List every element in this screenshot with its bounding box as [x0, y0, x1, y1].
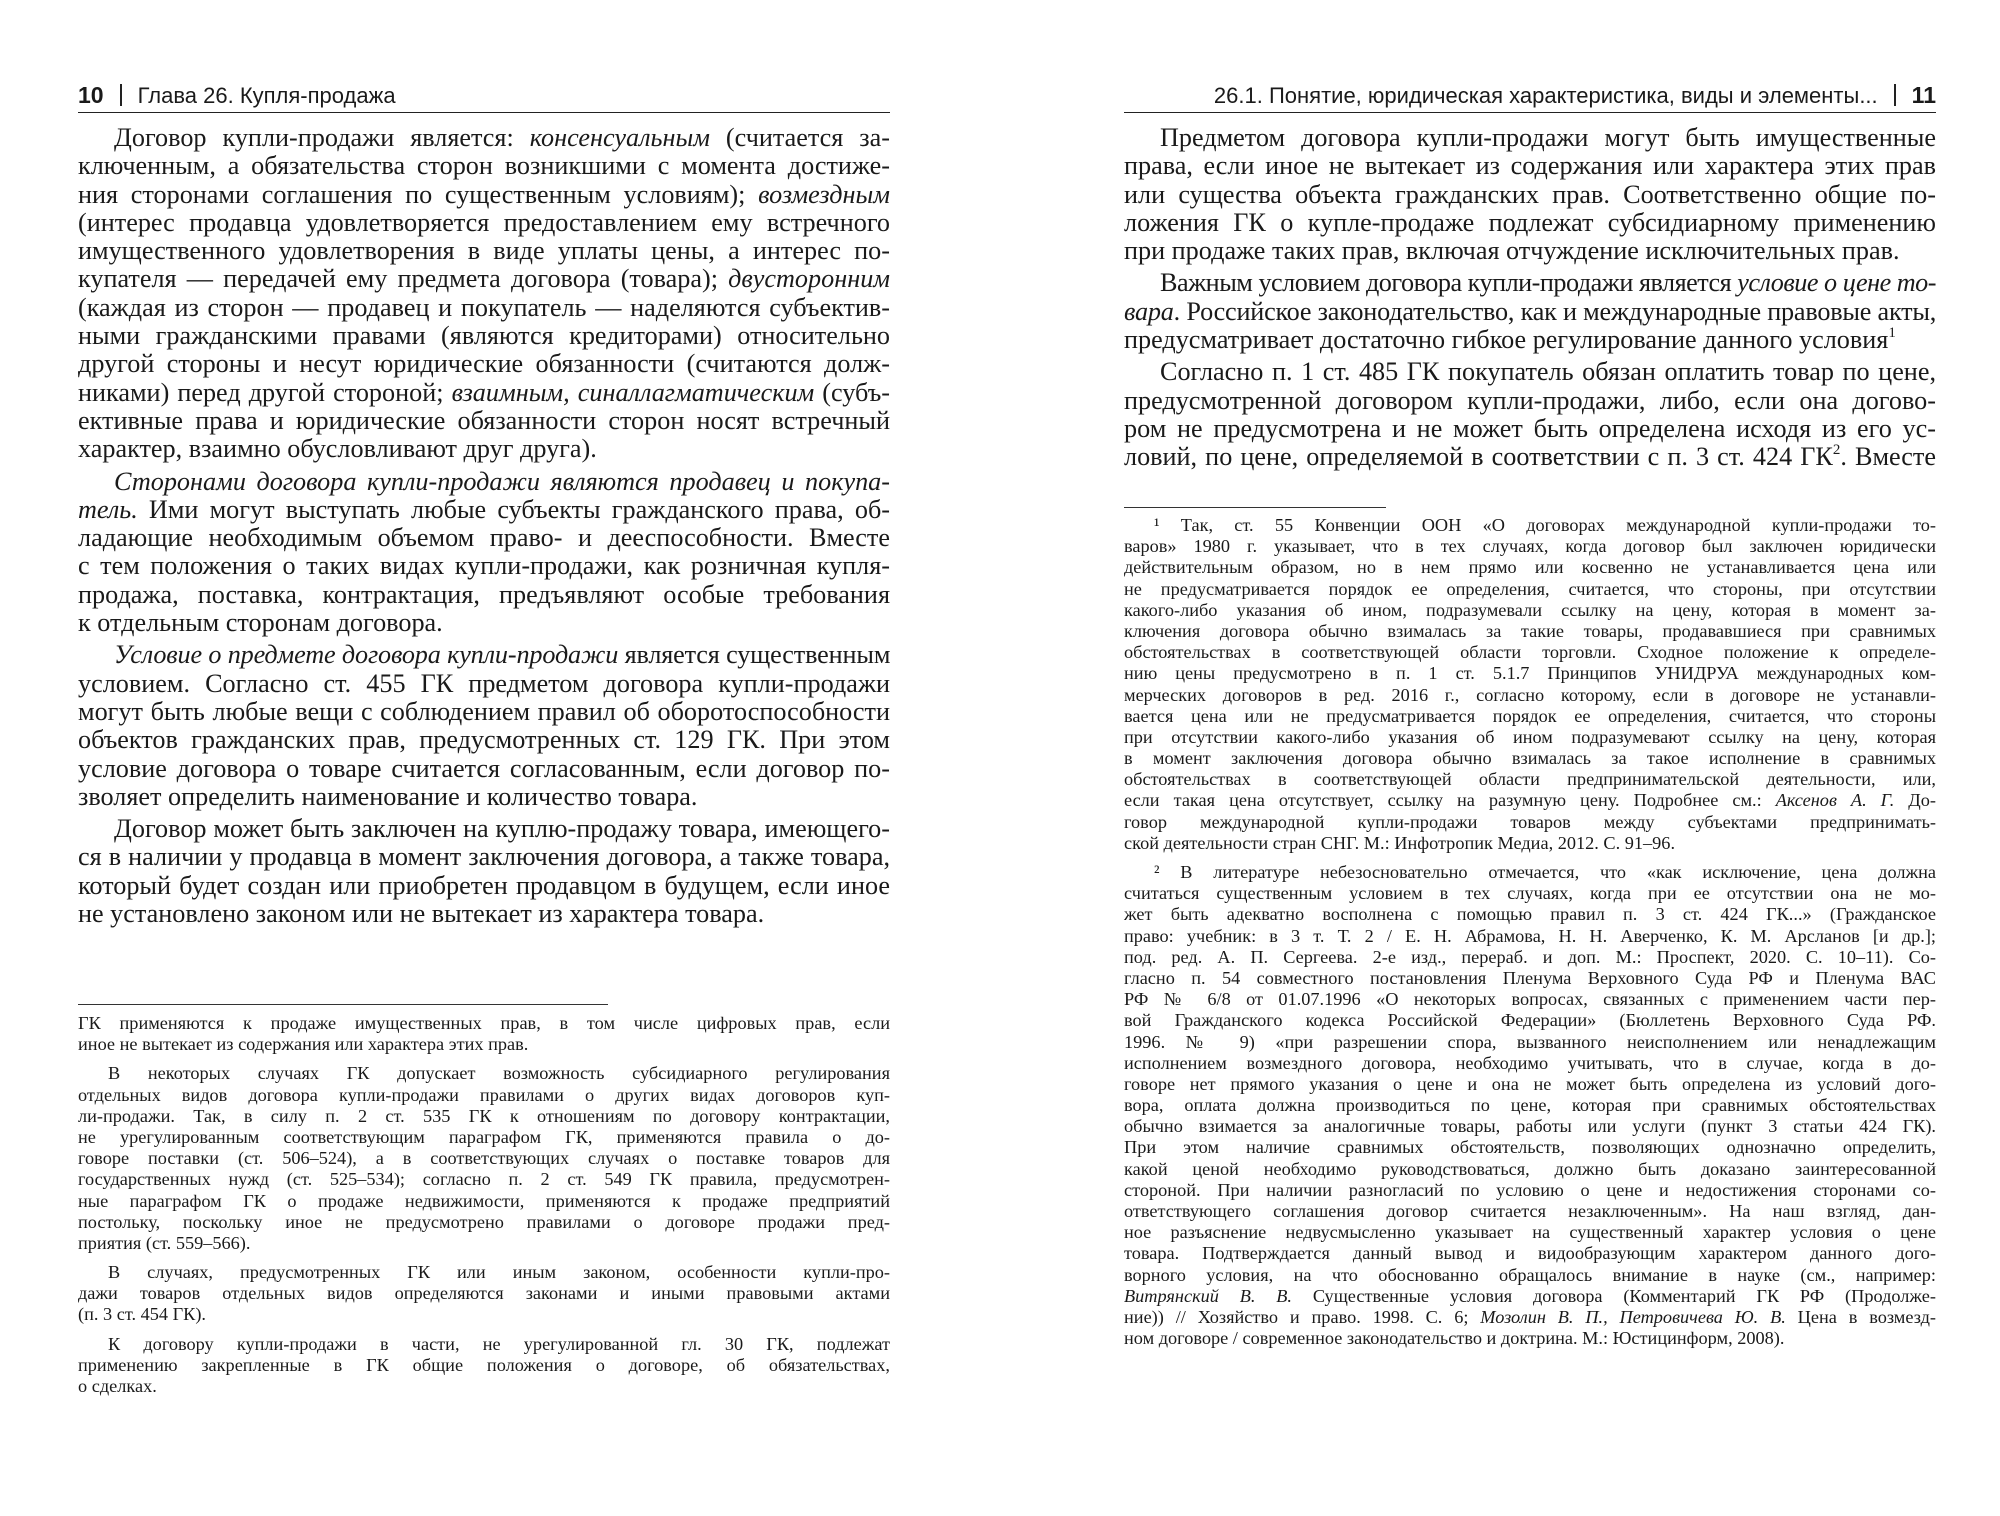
- text-segment: не установлено законом или не вытекает из характера товара.: [78, 899, 765, 929]
- text-line: ные параграфом ГК о продаже недвижимости, применяются к продаже предприятий: [78, 1190, 890, 1211]
- text-line: [1124, 862, 1936, 883]
- text-line: [1124, 1243, 1936, 1264]
- footnote-marker: 1: [1888, 325, 1896, 342]
- text-segment: жет быть адекватно восполнена с помощью правил п. 3 ст. 424 ГК...» (Гражданское: [1124, 904, 1936, 925]
- text-line: [1124, 642, 1936, 663]
- text-line: [1124, 1074, 1936, 1095]
- text-segment: 1996. № 9) «при разрешении спора, вызванного неисполнением или ненадлежащим: [1124, 1031, 1936, 1052]
- text-line: [1124, 237, 1936, 265]
- text-line: [78, 581, 890, 609]
- text-line: [1124, 1095, 1936, 1116]
- section-title: 26.1. Понятие, юридическая характеристика, виды и элементы...: [1213, 83, 1878, 108]
- text-segment: стороной. При наличии разногласий по условию о цене и недостижения сторонами со-: [1124, 1179, 1936, 1200]
- italic-text-segment: условие о цене то-: [1737, 268, 1936, 298]
- text-segment: условием. Согласно ст. 455 ГК предметом договора купли-продажи: [78, 668, 890, 698]
- text-line: [78, 524, 890, 552]
- italic-text-segment: консенсуальным: [529, 123, 710, 152]
- text-segment: действительным образом, но в нем прямо или косвенно не устанавливается цена или: [1124, 557, 1936, 578]
- text-line: [78, 670, 890, 698]
- text-segment: вора, оплата должна производиться по цене, которая при сравнимых обстоятельствах: [1124, 1095, 1936, 1116]
- text-line: [78, 609, 890, 637]
- text-line: [1124, 727, 1936, 748]
- text-segment: варов» 1980 г. указывает, что в тех случаях, когда договор был заключен юридически: [1124, 536, 1936, 557]
- italic-text-segment: Сторонами договора купли-продажи являются продавец и покупа-: [114, 466, 890, 496]
- text-line: [78, 407, 890, 435]
- text-segment: Ими могут выступать любые субъекты гражданского права, об-: [137, 494, 890, 524]
- text-line: [78, 900, 890, 928]
- text-line: [1124, 904, 1936, 925]
- paragraph-gap: [1124, 854, 1936, 862]
- text-segment: (интерес продавца удовлетворяется предоставлением ему встречного: [78, 207, 890, 237]
- text-line: [1124, 1137, 1936, 1158]
- text-line: [78, 755, 890, 783]
- text-segment: При этом наличие сравнимых обстоятельств, позволяющих однозначно определить,: [1124, 1137, 1936, 1158]
- italic-text-segment: Мозолин В. П., Петровичева Ю. В.: [1480, 1306, 1786, 1327]
- text-segment: характер, взаимно обусловливают друг друга).: [78, 434, 597, 464]
- text-line: [78, 726, 890, 754]
- text-segment: (считается за-: [709, 123, 890, 152]
- italic-text-segment: Витрянский В. В.: [1124, 1285, 1293, 1306]
- text-segment: обстоятельствах в соответствующей области торговли. Сходное положение к определе-: [1124, 642, 1936, 663]
- text-line: [78, 872, 890, 900]
- text-segment: если такая цена отсутствует, ссылку на разумную цену. Подробнее см.:: [1124, 790, 1776, 811]
- text-segment: исполнением возмездного договора, необходимо учитывать, что в случае, когда в до-: [1124, 1052, 1936, 1073]
- text-segment: ное разъяснение недвусмысленно указывает на существенный характер условия о цене: [1124, 1222, 1936, 1243]
- text-line: [1124, 443, 1936, 471]
- text-segment: (каждая из сторон — продавец и покупатель — наделяются субъектив-: [78, 292, 890, 322]
- text-segment: с тем положения о таких видах купли-продажи, как розничная купля-: [78, 551, 890, 581]
- text-segment: объектов гражданских прав, предусмотренных ст. 129 ГК. При этом: [78, 725, 890, 755]
- header-separator: [120, 84, 122, 106]
- text-segment: ской деятельности стран СНГ. М.: Инфотропик Медиа, 2012. С. 91–96.: [1124, 832, 1676, 853]
- text-line: ли-продажи. Так, в силу п. 2 ст. 535 ГК к отношениям по договору контрактации,: [78, 1105, 890, 1126]
- text-line: [78, 843, 890, 871]
- text-line: [1124, 124, 1936, 152]
- text-line: [1124, 663, 1936, 684]
- text-segment: товара. Подтверждается данный вывод и видообразующим характером данного дого-: [1124, 1243, 1936, 1264]
- text-line: [1124, 621, 1936, 642]
- text-segment: ся в наличии у продавца в момент заключения договора, а также товара,: [78, 842, 890, 872]
- footnote-marker: 2: [1832, 442, 1841, 459]
- text-segment: обстоятельствах в соответствующей области предпринимательской деятельности, или,: [1124, 769, 1936, 790]
- text-line: [1124, 790, 1936, 811]
- text-segment: имущественного удовлетворения в виде уплаты цены, а интерес по-: [78, 236, 890, 266]
- text-segment: . Российское законодательство, как и международные правовые акты,: [1173, 296, 1937, 326]
- text-line: [1124, 748, 1936, 769]
- left-page-number: 10: [78, 82, 104, 108]
- right-footnote-rule: [1124, 507, 1386, 508]
- text-line: отдельных видов договора купли-продажи правилами о других видах договоров куп-: [78, 1084, 890, 1105]
- text-segment: в момент заключения договора обычно взималась за такое исполнение в сравнимых: [1124, 748, 1936, 769]
- text-line: [1124, 1222, 1936, 1243]
- text-segment: ключенным, а обязательства сторон возникшими с момента достиже-: [78, 151, 890, 181]
- text-line: [78, 641, 890, 669]
- text-line: дажи товаров отдельных видов определяются законами и иными правовыми актами: [78, 1283, 890, 1304]
- text-segment: какой ценой необходимо руководствоваться, должно быть доказано заинтересованной: [1124, 1158, 1936, 1179]
- text-line: применению закрепленные в ГК общие положения о договоре, об обязательствах,: [78, 1354, 890, 1375]
- text-segment: До-: [1894, 790, 1936, 811]
- text-line: [1124, 1201, 1936, 1222]
- text-line: [1124, 685, 1936, 706]
- text-line: [1124, 579, 1936, 600]
- text-segment: говор международной купли-продажи товаров между субъектами предпринимать-: [1124, 811, 1936, 832]
- text-line: [1124, 989, 1936, 1010]
- text-line: [1124, 947, 1936, 968]
- text-line: [1124, 812, 1936, 833]
- text-line: [78, 783, 890, 811]
- text-segment: Договор купли-продажи является:: [114, 123, 530, 152]
- text-line: [1124, 515, 1936, 536]
- text-segment: право: учебник: в 3 т. Т. 2 / Е. Н. Абрамова, Н. Н. Аверченко, К. М. Арсланов [и др.];: [1124, 925, 1936, 946]
- text-line: [1124, 269, 1936, 297]
- paragraph-gap: [78, 1055, 890, 1063]
- text-segment: гласно п. 54 совместного постановления Пленума Верховного Суда РФ и Пленума ВАС: [1124, 967, 1936, 988]
- text-line: [78, 552, 890, 580]
- text-segment: . Вместе: [1840, 442, 1936, 472]
- text-line: [78, 379, 890, 407]
- text-line: [1124, 1159, 1936, 1180]
- text-line: [1124, 1010, 1936, 1031]
- text-segment: Цена в возмезд-: [1785, 1306, 1936, 1327]
- text-line: В некоторых случаях ГК допускает возможность субсидиарного регулирования: [108, 1063, 890, 1084]
- right-running-head: [1124, 78, 1936, 113]
- text-segment: ние)) // Хозяйство и право. 1998. С. 6;: [1124, 1306, 1481, 1327]
- text-line: [1124, 1265, 1936, 1286]
- text-line: [1124, 209, 1936, 237]
- text-line: [1124, 1053, 1936, 1074]
- text-segment: предусматривает достаточно гибкое регулирование данного условия: [1124, 325, 1889, 355]
- text-line: [78, 496, 890, 524]
- text-segment: ответствующего соглашения договор считается незаключенным». На наш взгляд, дан-: [1124, 1201, 1936, 1221]
- text-line: о сделках.: [78, 1376, 157, 1396]
- text-segment: ективные права и юридические обязанности сторон носят встречный: [78, 405, 890, 435]
- text-line: [1124, 298, 1936, 326]
- italic-text-segment: вара: [1124, 296, 1174, 326]
- text-line: [1124, 387, 1936, 415]
- chapter-title: Глава 26. Купля-продажа: [137, 83, 396, 108]
- text-segment: считаться существенным условием в тех случаях, когда при ее отсутствии она не мо-: [1124, 883, 1936, 904]
- text-segment: Согласно п. 1 ст. 485 ГК покупатель обязан оплатить товар по цене,: [1160, 357, 1936, 387]
- italic-text-segment: Аксенов А. Г.: [1775, 790, 1895, 811]
- text-segment: является существенным: [618, 640, 891, 670]
- left-body-text: [78, 124, 890, 928]
- text-line: [1124, 1116, 1936, 1137]
- text-line: постольку, поскольку иное не предусмотрено правилами о договоре продажи пред-: [78, 1211, 890, 1232]
- text-segment: зволяет определить наименование и количество товара.: [78, 781, 698, 811]
- text-segment: ² В литературе небезосновательно отмечается, что «как исключение, цена должна: [1154, 862, 1936, 882]
- text-segment: предусмотренной договором купли-продажи, либо, если она догово-: [1124, 385, 1936, 415]
- text-line: государственных нужд (ст. 525–534); согласно п. 2 ст. 549 ГК правила, предусмотрен-: [78, 1169, 890, 1190]
- text-line: [1124, 536, 1936, 557]
- text-line: [1124, 600, 1936, 621]
- paragraph-gap: [78, 1254, 890, 1262]
- right-page: [1000, 0, 2000, 1516]
- text-segment: Договор может быть заключен на куплю-продажу товара, имеющего-: [114, 814, 890, 844]
- text-segment: говоре нет прямого указания о цене и она не может быть определена из условий дого-: [1124, 1073, 1936, 1094]
- text-segment: ворного условия, на что обоснованно обращалось внимание в науке (см., например:: [1124, 1264, 1936, 1285]
- text-line: [1124, 557, 1936, 578]
- text-segment: Предметом договора купли-продажи могут быть имущественные: [1160, 123, 1936, 152]
- text-line: [1124, 1307, 1936, 1328]
- text-segment: обычно взимается за аналогичные товары, работы или услуги (пункт 3 статьи 424 ГК).: [1124, 1116, 1936, 1137]
- header-separator: [1894, 84, 1896, 106]
- text-line: [78, 124, 890, 152]
- text-line: приятия (ст. 559–566).: [78, 1232, 251, 1253]
- text-segment: ния сторонами соглашения по существенным условиям);: [78, 179, 759, 209]
- text-line: [1124, 926, 1936, 947]
- text-line: [1124, 181, 1936, 209]
- text-line: [78, 468, 890, 496]
- text-segment: ключения договора обычно взималась за такие товары, продававшиеся при сравнимых: [1124, 620, 1936, 641]
- text-line: [78, 152, 890, 180]
- text-line: [1124, 152, 1936, 180]
- text-line: (п. 3 ст. 454 ГК).: [78, 1304, 207, 1325]
- text-segment: вой Гражданского кодекса Российской Федерации» (Бюллетень Верховного Суда РФ.: [1124, 1010, 1936, 1031]
- text-line: [78, 322, 890, 350]
- text-line: [1124, 1328, 1936, 1349]
- text-segment: при отсутствии какого-либо указания об ином подразумевают ссылку на цену, которая: [1124, 726, 1936, 747]
- text-line: [1124, 769, 1936, 790]
- text-line: говоре поставки (ст. 506–524), а в соответствующих случаях о поставке товаров для: [78, 1148, 890, 1169]
- text-segment: вается цена или не предусматривается порядок ее определения, считается, что стороны: [1124, 705, 1936, 726]
- text-segment: под. ред. А. П. Сергеева. 2-е изд., перераб. и доп. М.: Проспект, 2020. С. 10–11). Со-: [1124, 946, 1936, 967]
- text-segment: права, если иное не вытекает из содержания или характера этих прав: [1124, 151, 1936, 181]
- text-line: [1124, 1286, 1936, 1307]
- text-line: ГК применяются к продаже имущественных прав, в том числе цифровых прав, если: [78, 1013, 890, 1033]
- text-line: [1124, 706, 1936, 727]
- text-line: иное не вытекает из содержания или характера этих прав.: [78, 1034, 529, 1055]
- right-page-number: 11: [1911, 82, 1936, 108]
- text-line: [1124, 968, 1936, 989]
- text-segment: нию цены предусмотрено в п. 1 ст. 5.1.7 Принципов УНИДРУА международных ком-: [1124, 663, 1936, 684]
- text-segment: к отдельным сторонам договора.: [78, 608, 443, 638]
- text-line: не урегулированным соответствующим параграфом ГК, применяются правила о до-: [78, 1126, 890, 1147]
- left-footnotes: [78, 1013, 890, 1397]
- text-line: [78, 237, 890, 265]
- text-segment: Важным условием договора купли-продажи является: [1160, 268, 1738, 298]
- text-segment: (субъ-: [814, 377, 890, 407]
- text-line: В случаях, предусмотренных ГК или иным законом, особенности купли-про-: [108, 1262, 890, 1283]
- italic-text-segment: Условие о предмете договора купли-продажи: [114, 640, 619, 670]
- text-line: [78, 435, 890, 463]
- text-segment: продажа, поставка, контрактация, предъявляют особые требования: [78, 579, 890, 609]
- text-segment: или существа объекта гражданских прав. Соответственно общие по-: [1124, 179, 1936, 209]
- right-body-text: [1124, 124, 1936, 472]
- text-segment: какого-либо указания об ином, подразумевали ссылку на цену, которая в момент за-: [1124, 599, 1936, 620]
- text-line: [78, 698, 890, 726]
- text-line: [78, 181, 890, 209]
- text-segment: условие договора о товаре считается согласованным, если договор по-: [78, 753, 890, 783]
- text-line: [78, 209, 890, 237]
- italic-text-segment: возмездным: [758, 179, 890, 209]
- italic-text-segment: тель.: [78, 494, 138, 524]
- text-segment: мерческих договоров в ред. 2016 г., согласно которому, если в договоре не устанавли-: [1124, 684, 1936, 705]
- text-line: [1124, 358, 1936, 386]
- text-line: [1124, 415, 1936, 443]
- left-footnote-rule: [78, 1004, 608, 1005]
- text-segment: не предусматривается порядок ее определения, считается, что стороны, при отсутствии: [1124, 578, 1936, 599]
- right-footnotes: [1124, 515, 1936, 1349]
- text-segment: ¹ Так, ст. 55 Конвенции ООН «О договорах международной купли-продажи то-: [1154, 515, 1936, 535]
- italic-text-segment: взаимным, синаллагматическим: [451, 377, 815, 407]
- text-segment: ловий, по цене, определяемой в соответствии с п. 3 ст. 424 ГК: [1124, 442, 1833, 472]
- text-line: [78, 294, 890, 322]
- text-segment: Существенные условия договора (Комментарий ГК РФ (Продолже-: [1292, 1285, 1936, 1306]
- text-line: [1124, 883, 1936, 904]
- text-segment: никами) перед другой стороной;: [78, 377, 452, 407]
- left-running-head: [78, 78, 890, 113]
- text-line: [78, 265, 890, 293]
- text-line: [78, 815, 890, 843]
- text-line: [1124, 326, 1936, 354]
- text-segment: купателя — передачей ему предмета договора (товара);: [78, 264, 729, 294]
- text-line: [78, 350, 890, 378]
- text-segment: при продаже таких прав, включая отчуждение исключительных прав.: [1124, 236, 1900, 266]
- text-line: К договору купли-продажи в части, не урегулированной гл. 30 ГК, подлежат: [108, 1333, 890, 1354]
- paragraph-gap: [78, 1326, 890, 1334]
- text-segment: РФ № 6/8 от 01.07.1996 «О некоторых вопросах, связанных с применением части пер-: [1124, 989, 1936, 1010]
- italic-text-segment: двусторонним: [728, 264, 890, 294]
- text-line: [1124, 833, 1936, 854]
- text-segment: могут быть любые вещи с соблюдением правил об оборотоспособности: [78, 696, 890, 726]
- text-segment: ном договоре / современное законодательство и доктрина. М.: Юстицинформ, 2008).: [1124, 1328, 1785, 1349]
- text-line: [1124, 1032, 1936, 1053]
- text-segment: ложения ГК о купле-продаже подлежат субсидиарному применению: [1124, 207, 1936, 237]
- text-segment: другой стороны и несут юридические обязанности (считаются долж-: [78, 349, 890, 379]
- text-segment: который будет создан или приобретен продавцом в будущем, если иное: [78, 870, 890, 900]
- text-segment: ром не предусмотрена и не может быть определена исходя из его ус-: [1124, 413, 1936, 443]
- text-segment: ными гражданскими правами (являются кредиторами) относительно: [78, 321, 890, 351]
- text-line: [1124, 1180, 1936, 1201]
- text-segment: ладающие необходимым объемом право- и дееспособности. Вместе: [78, 523, 890, 553]
